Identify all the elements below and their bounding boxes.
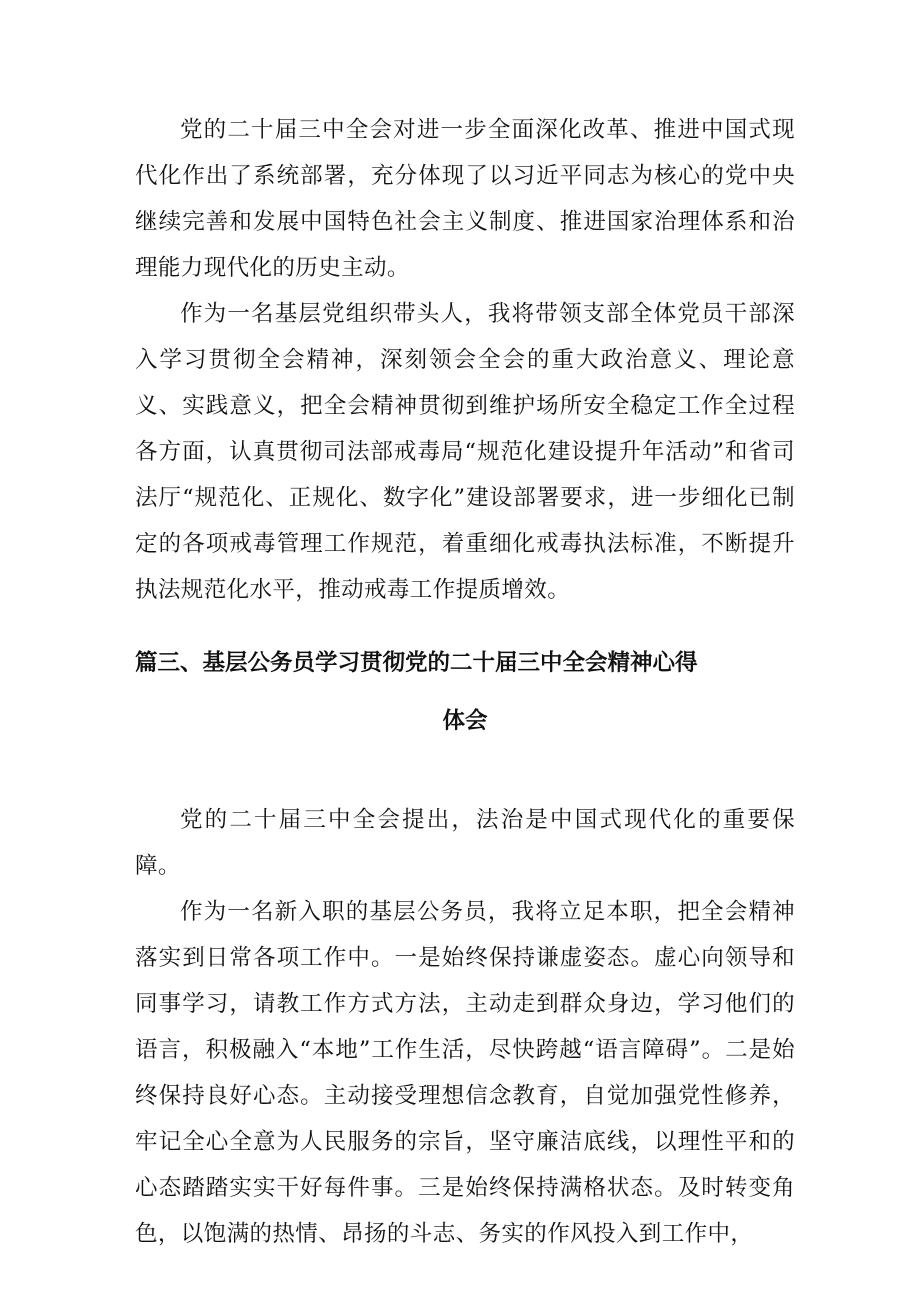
title-line: 体会: [442, 708, 488, 734]
section-three-body: [135, 797, 795, 1257]
paragraph: 党的二十届三中全会对进一步全面深化改革、推进中国式现代化作出了系统部署，充分体现了以习近平同志为核心的党中央继续完善和发展中国特色社会主义制度、推进国家治理体系和治理能力现代化的历史主动。: [135, 117, 795, 281]
section-three-title: [135, 640, 795, 744]
title-line: 篇三、基层公务员学习贯彻党的二十届三中全会精神心得: [135, 650, 698, 676]
previous-section-body: [135, 107, 795, 613]
paragraph: 作为一名新入职的基层公务员，我将立足本职，把全会精神落实到日常各项工作中。一是始终保持谦虚姿态。虚心向领导和同事学习，请教工作方式方法，主动走到群众身边，学习他们的语言，积极融入“本地”工作生活，尽快跨越“语言障碍”。二是始终保持良好心态。主动接受理想信念教育，自觉加强党性修养，牢记全心全意为人民服务的宗旨，坚守廉洁底线，以理性平和的心态踏踏实实干好每件事。三是始终保持满格状态。及时转变角色，以饱满的热情、昂扬的斗志、务实的作风投入到工作中，: [135, 899, 795, 1247]
paragraph: 作为一名基层党组织带头人，我将带领支部全体党员干部深入学习贯彻全会精神，深刻领会全会的重大政治意义、理论意义、实践意义，把全会精神贯彻到维护场所安全稳定工作全过程各方面，认真贯彻司法部戒毒局“规范化建设提升年活动”和省司法厅“规范化、正规化、数字化”建设部署要求，进一步细化已制定的各项戒毒管理工作规范，着重细化戒毒执法标准，不断提升执法规范化水平，推动戒毒工作提质增效。: [135, 301, 795, 603]
paragraph: 党的二十届三中全会提出，法治是中国式现代化的重要保障。: [135, 807, 795, 879]
